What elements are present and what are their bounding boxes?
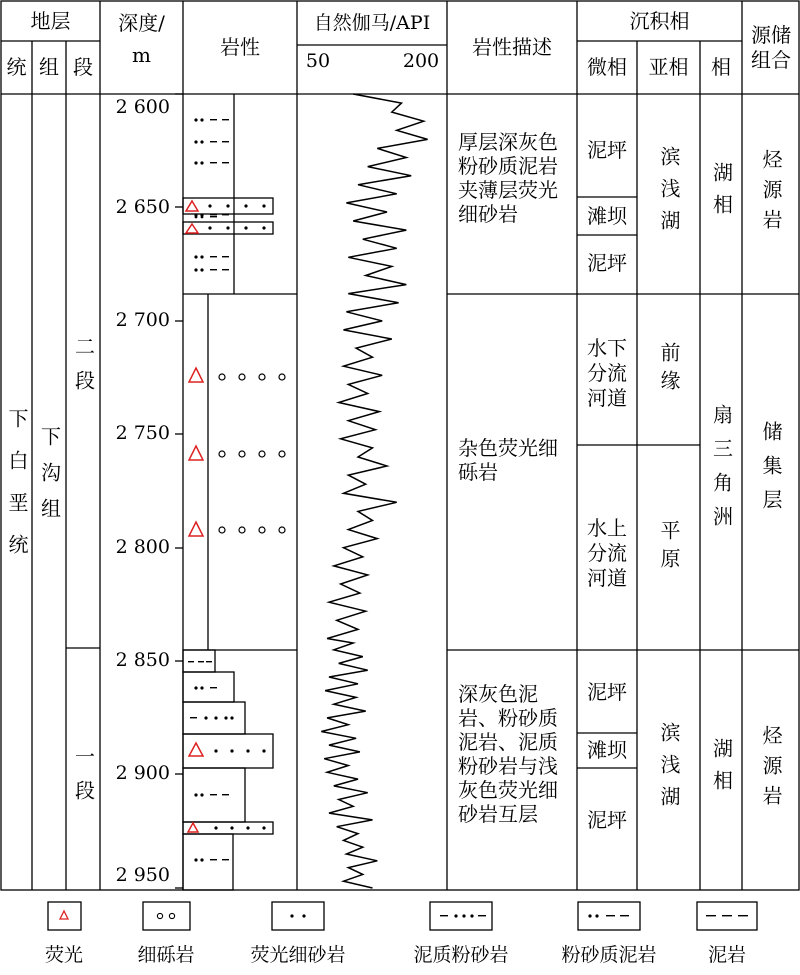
description-upper: 厚层深灰色粉砂质泥岩夹薄层荧光细砂岩: [458, 130, 558, 226]
header-lithology: 岩性: [220, 35, 260, 59]
description-lower: 深灰色泥岩、粉砂质泥岩、泥质粉砂岩与浅灰色荧光细砂岩互层: [458, 682, 558, 826]
header-depth-unit: m: [132, 42, 151, 67]
assemblage-source: 烃源岩: [759, 149, 783, 239]
legend-mudstone: 泥岩: [707, 944, 746, 966]
header-system: 统: [6, 55, 27, 79]
header-assemblage: 源储组合: [751, 23, 791, 72]
header-stratum: 地层: [30, 8, 71, 33]
legend-fluor-fine-sandstone: 荧光细砂岩: [250, 944, 346, 966]
facies-lake: 湖相: [709, 162, 734, 226]
facies-lake: 湖相: [709, 738, 734, 802]
microfacies-mud-flat: 泥坪: [587, 250, 627, 275]
legend-fine-conglomerate: 细砾岩: [137, 944, 195, 966]
header-microfacies: 微相: [587, 55, 627, 79]
fluorescence-markers: [186, 201, 203, 832]
assemblage-source: 烃源岩: [759, 725, 783, 815]
unit-group: 下沟组: [37, 426, 62, 534]
header-description: 岩性描述: [472, 35, 552, 59]
subfacies-shore-shallow: 滨浅湖: [657, 722, 681, 818]
header-facies-col: 相: [711, 55, 731, 79]
depth-tick: 2 700: [115, 309, 170, 331]
depth-tick: 2 650: [115, 196, 170, 218]
header-member: 段: [73, 55, 93, 79]
depth-tick: 2 850: [115, 649, 170, 671]
unit-member-2: 二段: [71, 336, 96, 404]
subfacies-shore-shallow: 滨浅湖: [657, 146, 681, 242]
depth-tick: 2 750: [115, 422, 170, 444]
microfacies-mud-flat: 泥坪: [587, 679, 627, 704]
unit-member-1: 一段: [71, 746, 96, 814]
microfacies-subaerial-channel: 水上分流河道: [587, 515, 627, 590]
microfacies-underwater-channel: 水下分流河道: [587, 335, 627, 410]
legend-silty-mudstone: 粉砂质泥岩: [561, 944, 657, 966]
gamma-max-label: 200: [402, 49, 440, 72]
microfacies-mud-flat: 泥坪: [587, 137, 627, 162]
microfacies-beach-bar: 滩坝: [587, 203, 627, 228]
gamma-ray-curve: [321, 94, 427, 888]
header-facies: 沉积相: [629, 8, 690, 33]
header-gamma: 自然伽马/API: [313, 11, 431, 34]
header-depth: 深度/: [118, 10, 165, 35]
unit-system: 下白垩统: [5, 408, 29, 576]
subfacies-plain: 平原: [657, 519, 681, 576]
gamma-min-label: 50: [305, 49, 331, 72]
subfacies-front: 前缘: [657, 341, 681, 398]
facies-fan-delta: 扇三角洲: [709, 404, 734, 540]
microfacies-beach-bar: 滩坝: [587, 738, 627, 762]
legend-symbols: [60, 911, 748, 919]
legend-argillaceous-siltstone: 泥质粉砂岩: [413, 944, 509, 966]
header-subfacies: 亚相: [648, 55, 689, 79]
description-middle: 杂色荧光细砾岩: [458, 436, 558, 484]
depth-tick: 2 800: [115, 536, 170, 558]
assemblage-reservoir: 储集层: [759, 421, 783, 523]
depth-tick: 2 900: [115, 762, 170, 784]
depth-tick: 2 600: [115, 96, 170, 118]
legend-fluorescence: 荧光: [44, 944, 83, 966]
microfacies-mud-flat: 泥坪: [587, 807, 627, 832]
header-group: 组: [39, 55, 59, 79]
depth-tick: 2 950: [115, 864, 170, 886]
